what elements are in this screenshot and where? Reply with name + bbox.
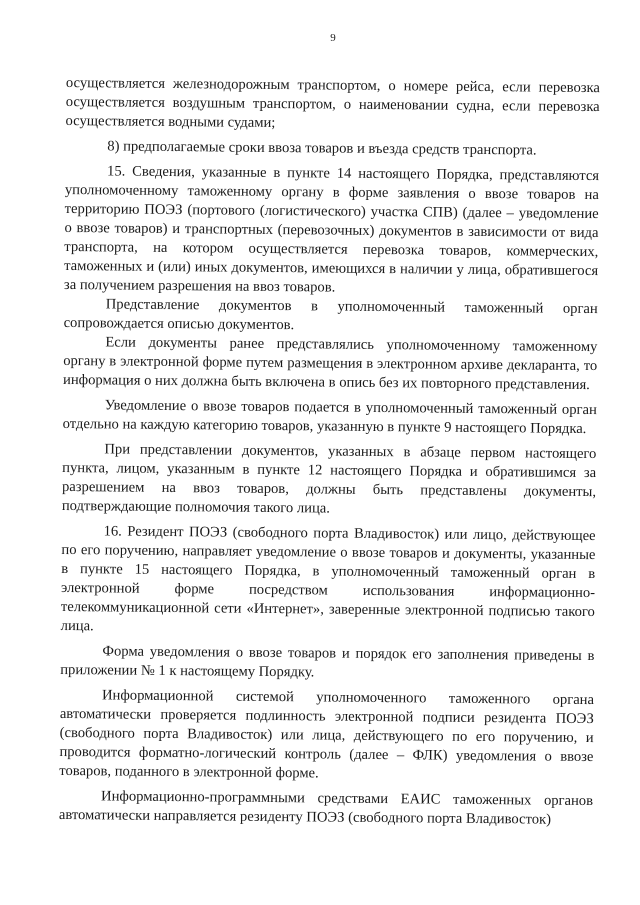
paragraph: Форма уведомления о ввозе товаров и порядок его заполнения приведены в приложении № 1 к настоящему Порядку. [60,643,595,681]
paragraph: При представлении документов, указанных в абзаце первом настоящего пункта, лицом, указанным в пункте 12 настоящего Порядка и обратившимся за разрешением на ввоз товаров, должны быть представлены документы, подтверждающие полномочия такого лица. [61,441,597,517]
paragraph-section-15: 15. Сведения, указанные в пункте 14 настоящего Порядка, представляются уполномоченному таможенному органу в форме заявления о ввозе товаров на территорию ПОЭЗ (портового (логистического) участка СПВ) (далее – уведомление о ввозе товаров) и транспортных (перевозочных) документов в зависимости от вида транспорта, на котором осуществляется перевозка товаров, коммерческих, таможенных и (или) иных документов, имеющихся в наличии у лица, обратившегося за получением разрешения на ввоз товаров. [63,163,600,296]
paragraph: Информационной системой уполномоченного таможенного органа автоматически проверяется подлинность электронной подписи резидента ПОЭЗ (свободного порта Владивосток) или лица, действующего по его поручению, и проводится форматно-логический контроль (далее – ФЛК) уведомления о ввозе товаров, поданного в электронной форме. [59,687,595,782]
document-body [59,74,600,830]
page-number: 9 [330,32,336,44]
paragraph: Если документы ранее представлялись уполномоченному таможенному органу в электронной форме путем размещения в электронном архиве декларанта, то информация о них должна быть включена в опись без их повторного представления. [62,334,598,394]
paragraph-truncated: Информационно-программными средствами ЕАИС таможенных органов автоматически направляется резиденту ПОЭЗ (свободного порта Владивосток) [58,788,594,828]
paragraph-continuation: осуществляется железнодорожным транспортом, о номере рейса, если перевозка осуществляется воздушным транспортом, о наименовании судна, если перевозка осуществляется водными судами; [65,74,600,132]
paragraph: Представление документов в уполномоченный таможенный орган сопровождается описью документов. [63,296,598,334]
paragraph-section-16: 16. Резидент ПОЭЗ (свободного порта Владивосток) или лицо, действующее по его поручению, направляет уведомление о ввозе товаров и документы, указанные в пункте 15 настоящего Порядка, в уполномоченный таможенный орган в электронной форме посредством использования информационно-телекоммуникационной сети «Интернет», заверенные электронной подписью такого лица. [60,523,596,635]
paragraph: Уведомление о ввозе товаров подается в уполномоченный таможенный орган отдельно на каждую категорию товаров, указанную в пункте 9 настоящего Порядка. [62,397,597,438]
paragraph-item-8: 8) предполагаемые сроки ввоза товаров и въезда средств транспорта. [107,138,537,159]
